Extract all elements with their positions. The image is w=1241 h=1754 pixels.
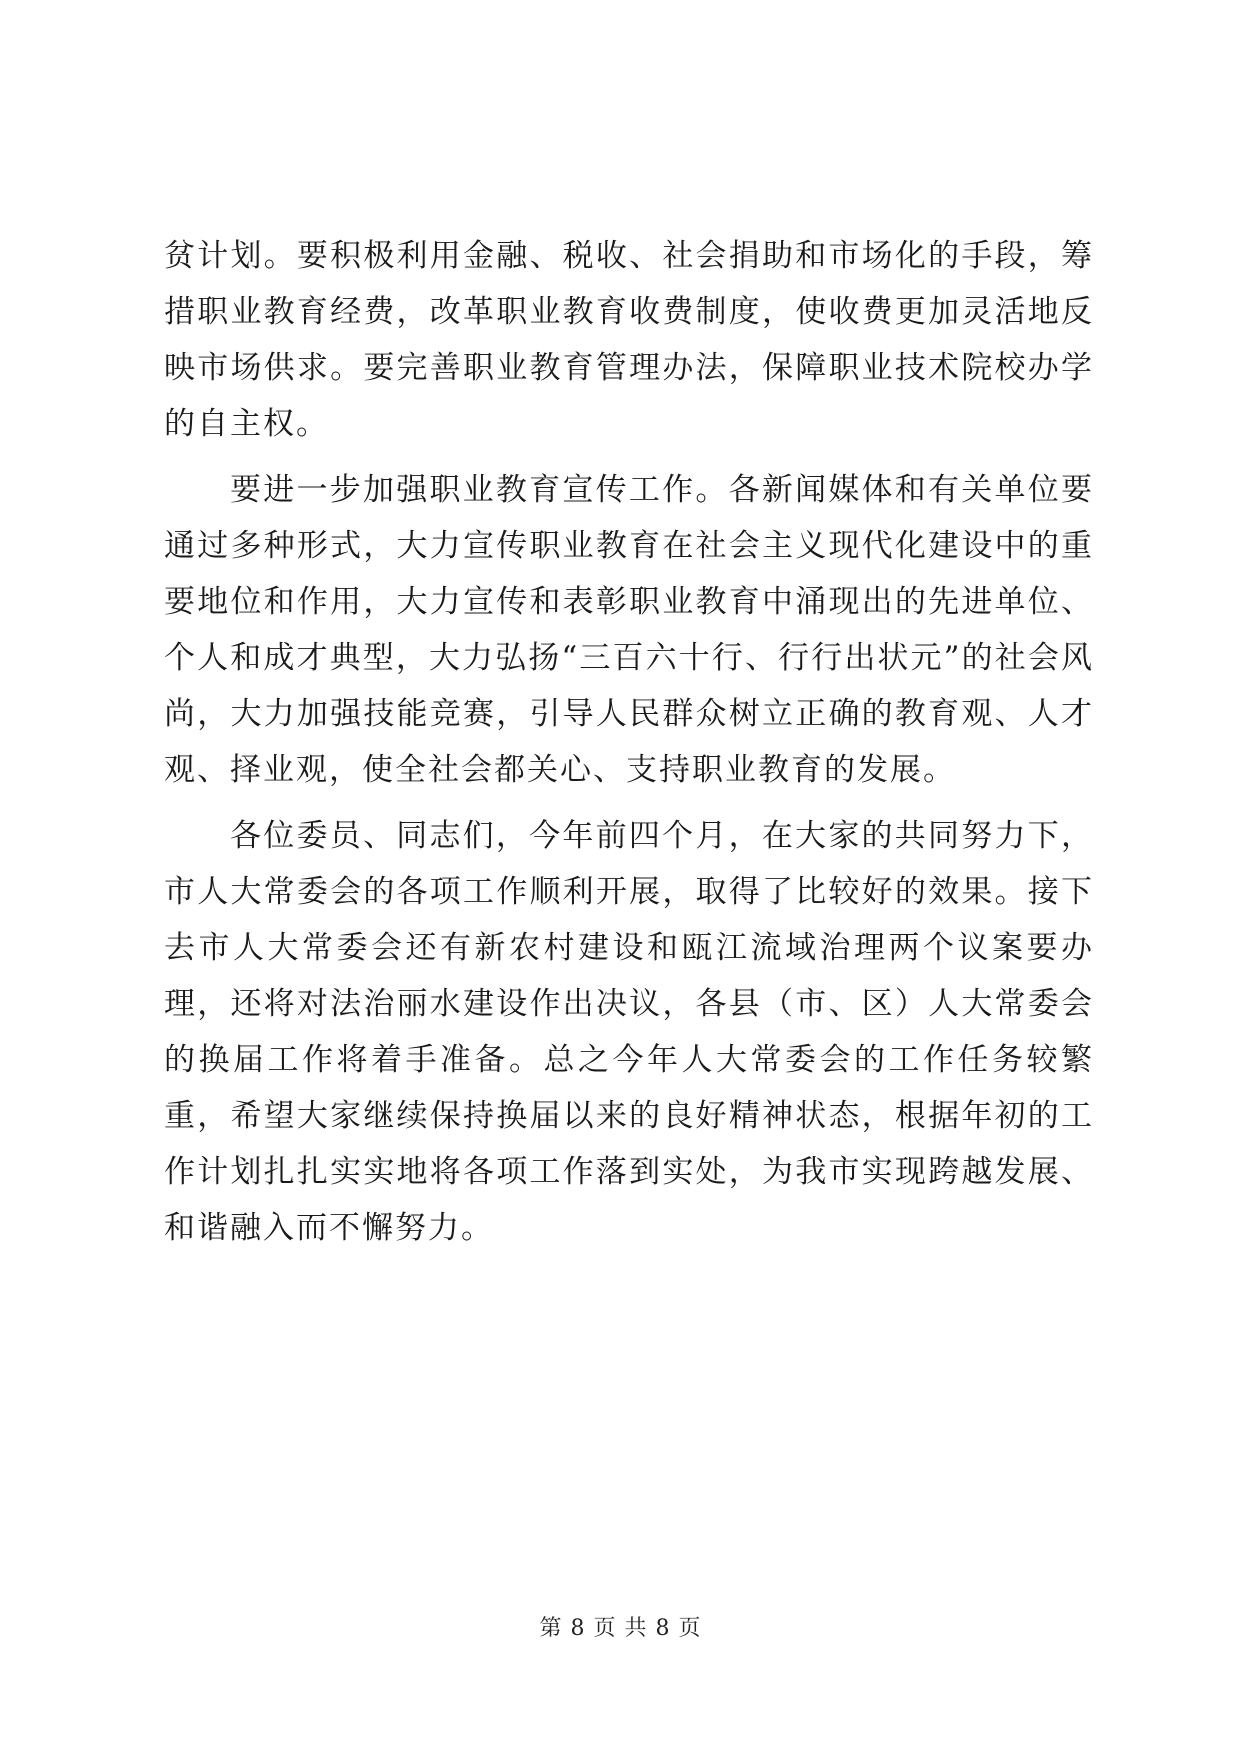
paragraph-2: 要进一步加强职业教育宣传工作。各新闻媒体和有关单位要通过多种形式，大力宣传职业教育在社会主义现代化建设中的重要地位和作用，大力宣传和表彰职业教育中涌现出的先进单位、个人和成才典型，大力弘扬“三百六十行、行行出状元”的社会风尚，大力加强技能竞赛，引导人民群众树立正确的教育观、人才观、择业观，使全社会都关心、支持职业教育的发展。 <box>164 472 1094 788</box>
page-number-footer: 第 8 页 共 8 页 <box>539 1616 702 1641</box>
paragraph-1: 贫计划。要积极利用金融、税收、社会捐助和市场化的手段，筹措职业教育经费，改革职业教育收费制度，使收费更加灵活地反映市场供求。要完善职业教育管理办法，保障职业技术院校办学的自主权。 <box>164 238 1094 442</box>
paragraph-3: 各位委员、同志们，今年前四个月，在大家的共同努力下，市人大常委会的各项工作顺利开展，取得了比较好的效果。接下去市人大常委会还有新农村建设和瓯江流域治理两个议案要办理，还将对法治丽水建设作出决议，各县（市、区）人大常委会的换届工作将着手准备。总之今年人大常委会的工作任务较繁重，希望大家继续保持换届以来的良好精神状态，根据年初的工作计划扎扎实实地将各项工作落到实处，为我市实现跨越发展、和谐融入而不懈努力。 <box>164 818 1094 1246</box>
document-body <box>164 228 1094 1266</box>
